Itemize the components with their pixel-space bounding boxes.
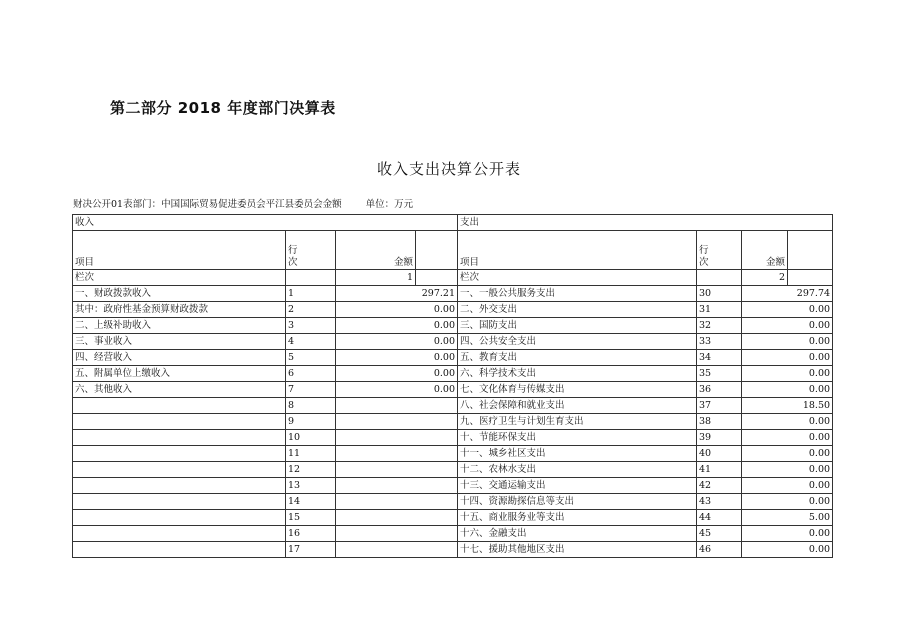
income-row-number-header: 行 次: [286, 231, 336, 270]
report-title: 收入支出决算公开表: [376, 160, 521, 178]
expense-row-number: 34: [697, 350, 742, 366]
expense-item: 七、文化体育与传媒支出: [458, 382, 697, 398]
table-row: [73, 318, 833, 334]
table-row: [73, 334, 833, 350]
income-amount: [336, 414, 458, 430]
table-row: [73, 510, 833, 526]
table-row: [73, 414, 833, 430]
table-row: [73, 302, 833, 318]
expense-amount: 0.00: [742, 478, 833, 494]
income-row-number: 15: [286, 510, 336, 526]
expense-item: 十七、援助其他地区支出: [458, 542, 697, 558]
expense-column-index: 2: [742, 270, 788, 286]
expense-amount: 18.50: [742, 398, 833, 414]
income-row-number: 8: [286, 398, 336, 414]
income-row-number: 3: [286, 318, 336, 334]
expense-item: 六、科学技术支出: [458, 366, 697, 382]
income-row-number: 6: [286, 366, 336, 382]
income-column-index-label: 栏次: [73, 270, 286, 286]
income-amount-header: 金额: [336, 231, 416, 270]
expense-row-number: 40: [697, 446, 742, 462]
income-amount: [336, 430, 458, 446]
table-row: [73, 494, 833, 510]
expense-amount-header: 金额: [742, 231, 788, 270]
expense-item: 四、公共安全支出: [458, 334, 697, 350]
expense-item: 九、医疗卫生与计划生育支出: [458, 414, 697, 430]
expense-row-number: 45: [697, 526, 742, 542]
expense-item: 一、一般公共服务支出: [458, 286, 697, 302]
column-index-row: [73, 270, 833, 286]
income-item: [73, 398, 286, 414]
income-amount: 0.00: [336, 366, 458, 382]
income-amount: [336, 478, 458, 494]
income-item: 一、财政拨款收入: [73, 286, 286, 302]
expense-amount: 0.00: [742, 542, 833, 558]
expense-row-number: 31: [697, 302, 742, 318]
expense-amount: 0.00: [742, 462, 833, 478]
income-row-number: 9: [286, 414, 336, 430]
form-code-department: 财决公开01表部门：中国国际贸易促进委员会平江县委员会金额: [73, 199, 342, 210]
expense-item: 十一、城乡社区支出: [458, 446, 697, 462]
table-row: [73, 446, 833, 462]
income-row-number: 7: [286, 382, 336, 398]
expense-row-number: 38: [697, 414, 742, 430]
income-item: 三、事业收入: [73, 334, 286, 350]
income-row-number: 16: [286, 526, 336, 542]
expense-row-number: 44: [697, 510, 742, 526]
table-row: [73, 542, 833, 558]
income-row-number: 5: [286, 350, 336, 366]
income-header: 收入: [73, 215, 458, 231]
expense-row-number-header: 行 次: [697, 231, 742, 270]
income-item: 五、附属单位上缴收入: [73, 366, 286, 382]
expense-item: 十四、资源勘探信息等支出: [458, 494, 697, 510]
income-row-number: 12: [286, 462, 336, 478]
income-item: [73, 414, 286, 430]
unit-label: 单位：万元: [365, 199, 414, 210]
income-amount: 0.00: [336, 382, 458, 398]
table-row: [73, 526, 833, 542]
income-row-number: 10: [286, 430, 336, 446]
income-item: [73, 430, 286, 446]
expense-amount: 297.74: [742, 286, 833, 302]
expense-amount: 0.00: [742, 414, 833, 430]
income-amount: [336, 494, 458, 510]
income-amount: 0.00: [336, 318, 458, 334]
income-item: [73, 526, 286, 542]
expense-row-number: 41: [697, 462, 742, 478]
income-item: 四、经营收入: [73, 350, 286, 366]
table-row: [73, 366, 833, 382]
table-row: [73, 430, 833, 446]
expense-item: 十、节能环保支出: [458, 430, 697, 446]
expense-item: 五、教育支出: [458, 350, 697, 366]
income-amount: 0.00: [336, 302, 458, 318]
expense-row-number: 30: [697, 286, 742, 302]
income-item: 其中：政府性基金预算财政拨款: [73, 302, 286, 318]
income-amount: [336, 542, 458, 558]
income-item: [73, 494, 286, 510]
column-header-row: [73, 231, 833, 270]
expense-amount: 0.00: [742, 302, 833, 318]
expense-item: 二、外交支出: [458, 302, 697, 318]
section-header-row: [73, 215, 833, 231]
income-row-number: 4: [286, 334, 336, 350]
income-amount: [336, 446, 458, 462]
expense-row-number: 33: [697, 334, 742, 350]
income-item: 二、上级补助收入: [73, 318, 286, 334]
income-amount: 0.00: [336, 334, 458, 350]
expense-row-number: 35: [697, 366, 742, 382]
expense-item: 十六、金融支出: [458, 526, 697, 542]
income-amount: [336, 398, 458, 414]
income-amount: 297.21: [336, 286, 458, 302]
income-row-number: 1: [286, 286, 336, 302]
table-row: [73, 462, 833, 478]
expense-item: 三、国防支出: [458, 318, 697, 334]
expense-header: 支出: [458, 215, 833, 231]
table-row: [73, 350, 833, 366]
income-row-number: 2: [286, 302, 336, 318]
expense-amount: 0.00: [742, 382, 833, 398]
expense-amount: 0.00: [742, 350, 833, 366]
income-column-index: 1: [336, 270, 416, 286]
expense-row-number: 43: [697, 494, 742, 510]
expense-amount: 0.00: [742, 334, 833, 350]
expense-amount: 0.00: [742, 446, 833, 462]
expense-row-number: 37: [697, 398, 742, 414]
income-row-number: 17: [286, 542, 336, 558]
expense-amount: 0.00: [742, 430, 833, 446]
expense-row-number: 42: [697, 478, 742, 494]
section-title: 第二部分 2018 年度部门决算表: [110, 99, 336, 117]
table-row: [73, 398, 833, 414]
report-meta: [73, 196, 413, 210]
expense-item: 十二、农林水支出: [458, 462, 697, 478]
expense-column-index-label: 栏次: [458, 270, 697, 286]
income-item-header: 项目: [73, 231, 286, 270]
expense-amount: 0.00: [742, 494, 833, 510]
income-expense-table: [72, 214, 833, 558]
expense-amount: 0.00: [742, 526, 833, 542]
expense-row-number: 36: [697, 382, 742, 398]
table-row: [73, 478, 833, 494]
income-row-number: 13: [286, 478, 336, 494]
income-item: [73, 462, 286, 478]
income-amount: [336, 526, 458, 542]
expense-row-number: 32: [697, 318, 742, 334]
table-row: [73, 286, 833, 302]
income-row-number: 14: [286, 494, 336, 510]
income-item: 六、其他收入: [73, 382, 286, 398]
income-item: [73, 542, 286, 558]
income-item: [73, 478, 286, 494]
expense-row-number: 46: [697, 542, 742, 558]
table-row: [73, 382, 833, 398]
income-row-number: 11: [286, 446, 336, 462]
income-item: [73, 510, 286, 526]
expense-item: 十三、交通运输支出: [458, 478, 697, 494]
expense-item: 十五、商业服务业等支出: [458, 510, 697, 526]
expense-amount: 0.00: [742, 366, 833, 382]
income-amount: 0.00: [336, 350, 458, 366]
expense-amount: 0.00: [742, 318, 833, 334]
expense-item-header: 项目: [458, 231, 697, 270]
income-amount: [336, 462, 458, 478]
income-amount: [336, 510, 458, 526]
expense-row-number: 39: [697, 430, 742, 446]
expense-amount: 5.00: [742, 510, 833, 526]
income-item: [73, 446, 286, 462]
expense-item: 八、社会保障和就业支出: [458, 398, 697, 414]
